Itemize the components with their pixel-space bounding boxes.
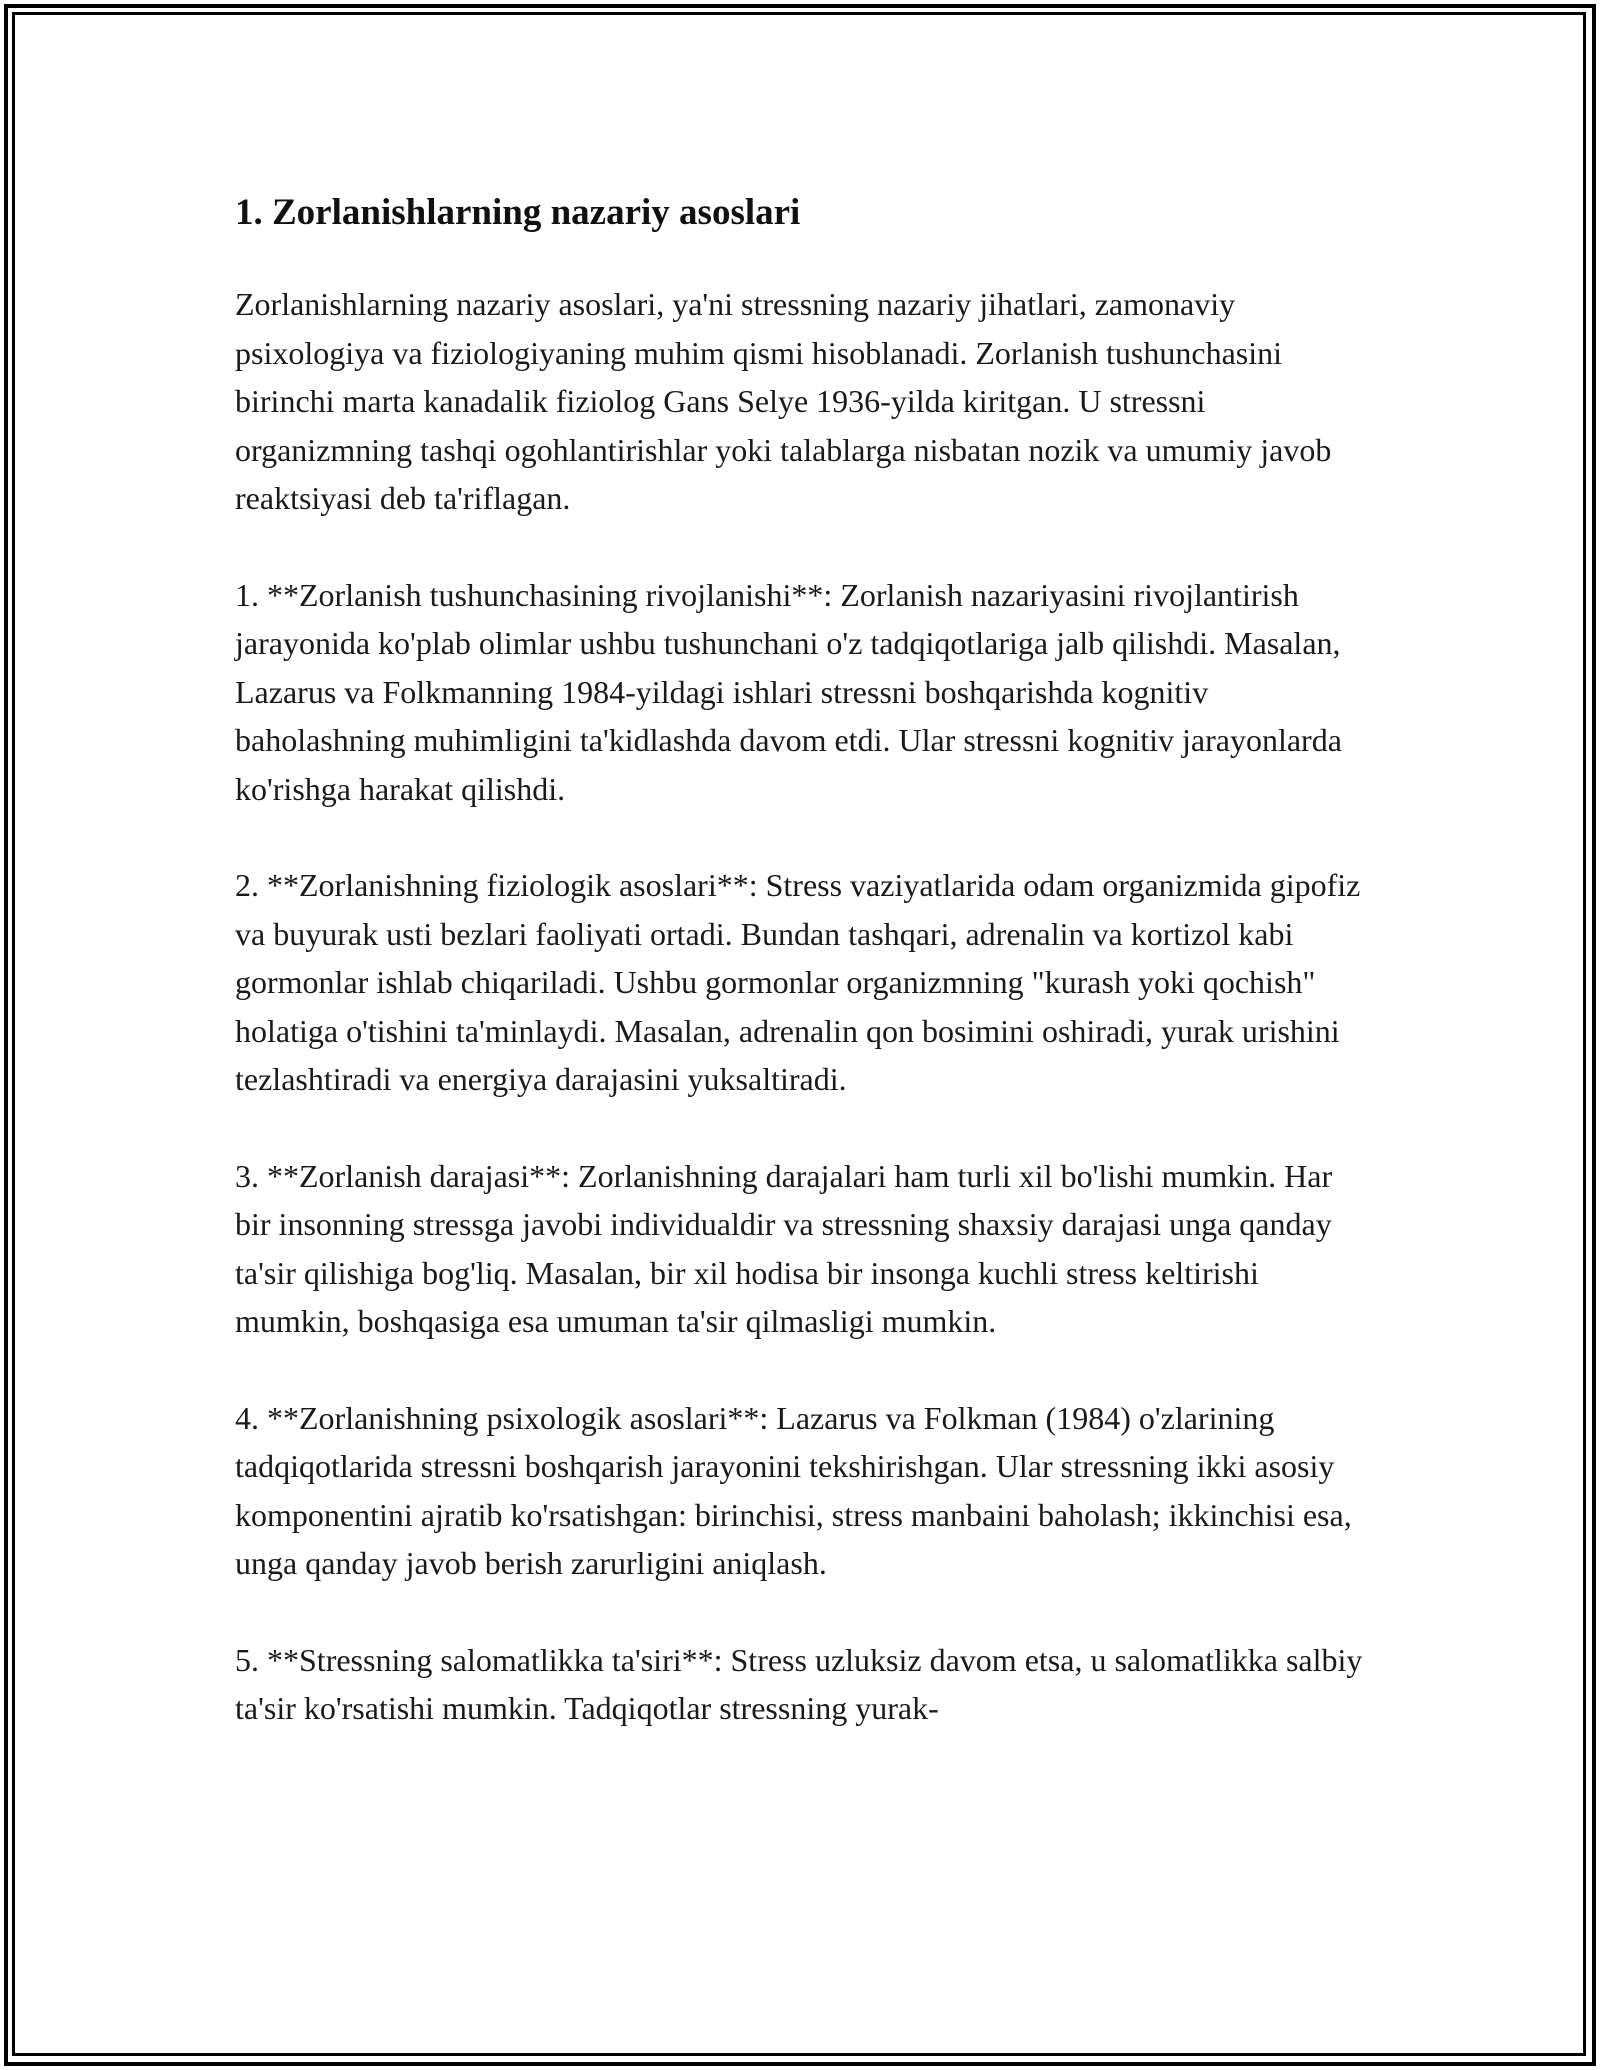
paragraph-concept-development: 1. **Zorlanish tushunchasining rivojlanishi**: Zorlanish nazariyasini rivojlantirish jarayonida ko'plab olimlar ushbu tushunchani o'z tadqiqotlariga jalb qilishdi. Masalan, Lazarus va Folkmanning 1984-yildagi ishlari stressni boshqarishda kognitiv baholashning muhimligini ta'kidlashda davom etdi. Ular stressni kognitiv jarayonlarda ko'rishga harakat qilishdi. [235, 576, 1342, 807]
paragraph-psychological-basis: 4. **Zorlanishning psixologik asoslari**: Lazarus va Folkman (1984) o'zlarining tadqiqotlarida stressni boshqarish jarayonini tekshirishgan. Ular stressning ikki asosiy komponentini ajratib ko'rsatishgan: birinchisi, stress manbaini baholash; ikkinchisi esa, unga qanday javob berish zarurligini aniqlash. [235, 1399, 1352, 1581]
document-body [235, 180, 1375, 1781]
paragraph-physiological-basis: 2. **Zorlanishning fiziologik asoslari**: Stress vaziyatlarida odam organizmida gipofiz va buyurak usti bezlari faoliyati ortadi. Bundan tashqari, adrenalin va kortizol kabi gormonlar ishlab chiqariladi. Ushbu gormonlar organizmning "kurash yoki qochish" holatiga o'tishini ta'minlaydi. Masalan, adrenalin qon bosimini oshiradi, yurak urishini tezlashtiradi va energiya darajasini yuksaltiradi. [235, 867, 1361, 1097]
paragraph-stress-level: 3. **Zorlanish darajasi**: Zorlanishning darajalari ham turli xil bo'lishi mumkin. Har bir insonning stressga javobi individualdir va stressning shaxsiy darajasi unga qanday ta'sir qilishiga bog'liq. Masalan, bir xil hodisa bir insonga kuchli stress keltirishi mumkin, boshqasiga esa umuman ta'sir qilmasligi mumkin. [235, 1157, 1333, 1339]
section-title: 1. Zorlanishlarning nazariy asoslari [235, 192, 801, 233]
paragraph-health-impact: 5. **Stressning salomatlikka ta'siri**: Stress uzluksiz davom etsa, u salomatlikka salbiy ta'sir ko'rsatishi mumkin. Tadqiqotlar stressning yurak- [235, 1641, 1363, 1726]
intro-paragraph: Zorlanishlarning nazariy asoslari, ya'ni stressning nazariy jihatlari, zamonaviy psixologiya va fiziologiyaning muhim qismi hisoblanadi. Zorlanish tushunchasini birinchi marta kanadalik fiziolog Gans Selye 1936-yilda kiritgan. U stressni organizmning tashqi ogohlantirishlar yoki talablarga nisbatan nozik va umumiy javob reaktsiyasi deb ta'riflagan. [235, 286, 1332, 516]
